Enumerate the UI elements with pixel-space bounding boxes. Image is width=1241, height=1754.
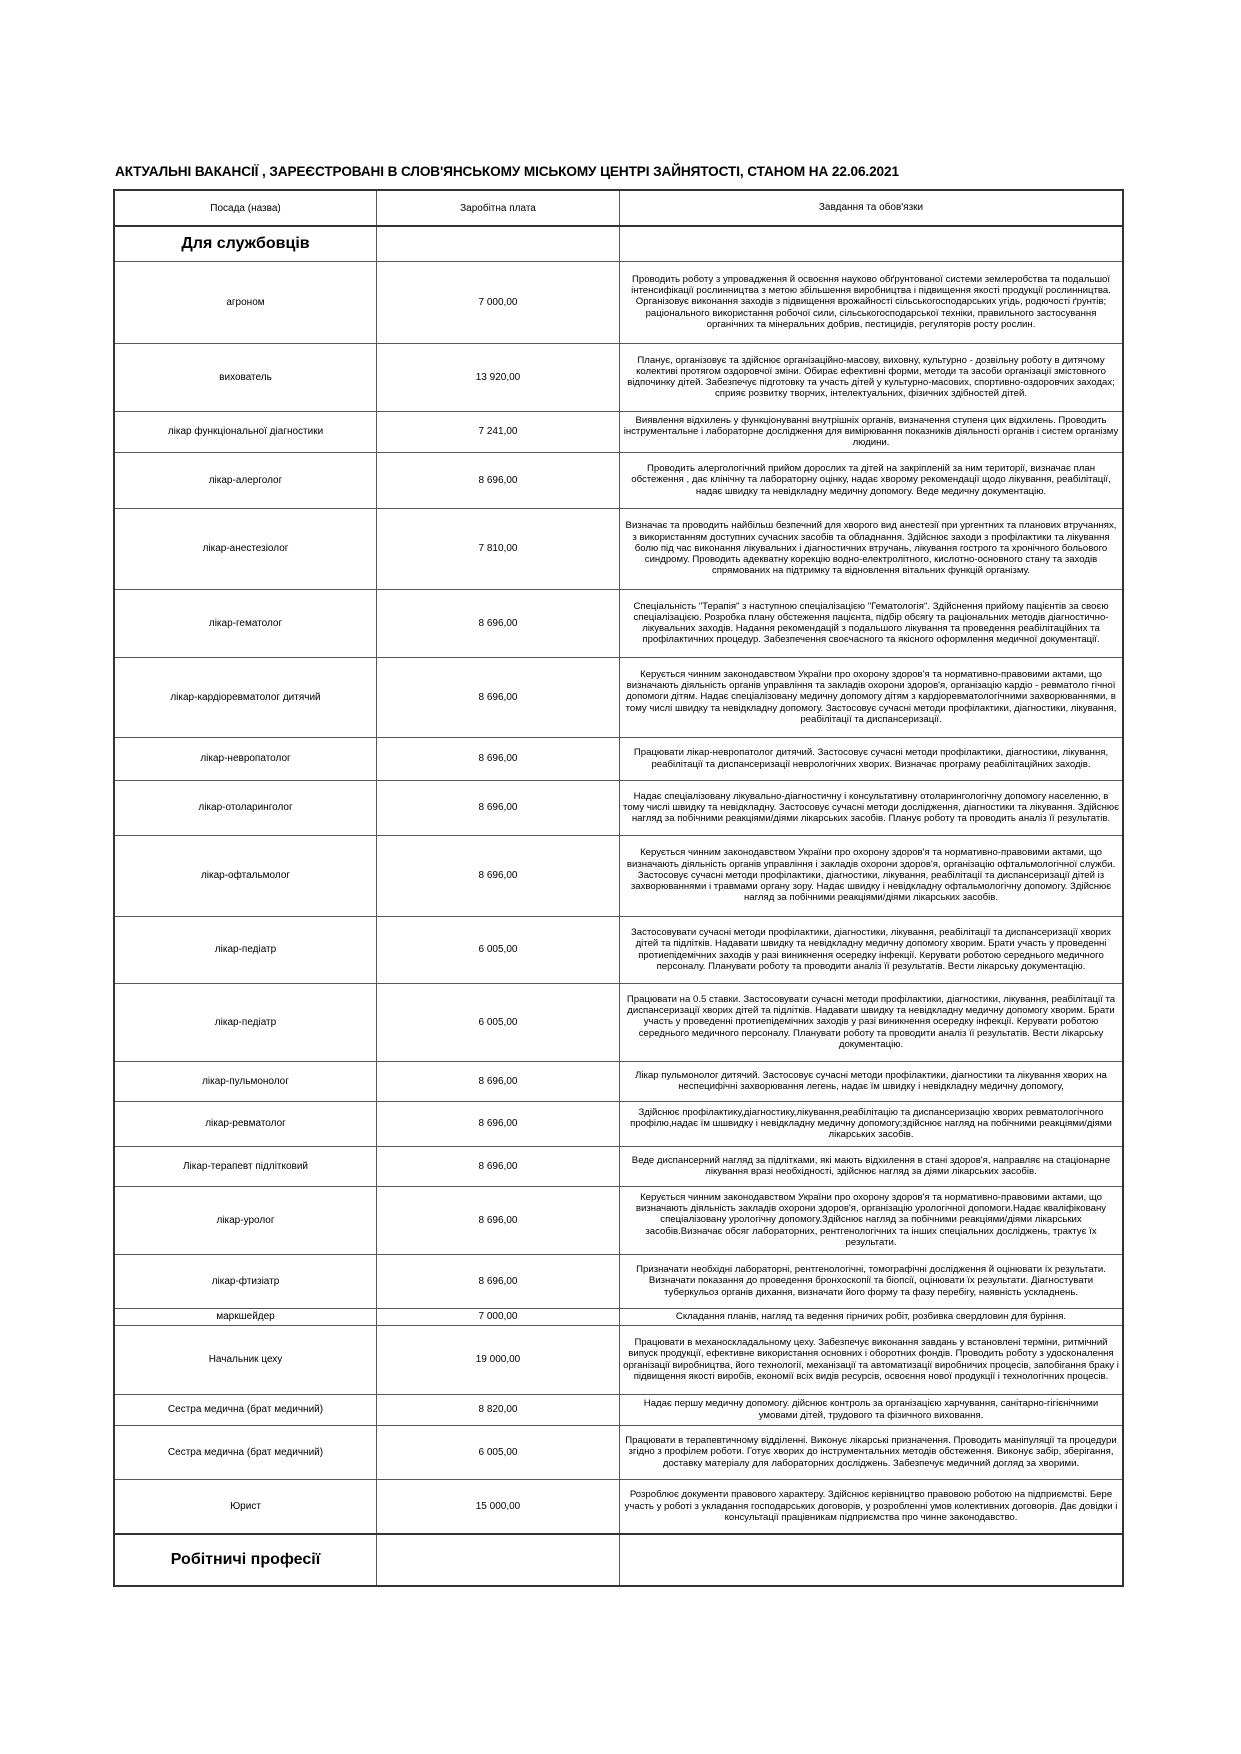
duties-cell: Лікар пульмонолог дитячий. Застосовує сучасні методи профілактики, діагностики та лікування хворих на неспецифічні захворювання легень, надає їм швидку і невідкладну медичну допомогу, [620,1061,1124,1101]
position-cell: Начальник цеху [114,1325,377,1394]
table-row [114,589,1123,657]
duties-cell: Розроблює документи правового характеру. Здійснює керівництво правовою роботою на підприємстві. Бере участь у роботі з укладання господарських договорів, у розробленні умов колективних договорів. Дає довідки і консультації працівникам підприємства про чинне законодавство. [620,1479,1124,1534]
section-title-workers: Робітничі професії [114,1534,377,1586]
column-header-position: Посада (назва) [114,190,377,226]
table-row [114,737,1123,780]
section-row-office [114,226,1123,261]
table-row [114,508,1123,589]
duties-cell: Надає першу медичну допомогу. дійснює контроль за організацією харчування, санітарно-гігієнічними умовами дітей, трудового та фізичного виховання. [620,1394,1124,1425]
salary-cell: 7 241,00 [377,411,620,452]
table-row [114,780,1123,835]
table-row [114,1479,1123,1534]
table-row [114,452,1123,508]
duties-cell: Застосовувати сучасні методи профілактики, діагностики, лікування, реабілітації та диспансеризації хворих дітей та підлітків. Надавати швидку та невідкладну медичну допомогу хворим. Брати участь у проведенні протиепідемічних заходів у разі виникнення осередку інфекції. Керувати роботою середнього медичного персоналу. Планувати роботу та проводити аналіз її результатів. Вести лікарську документацію. [620,916,1124,983]
duties-cell: Працювати на 0.5 ставки. Застосовувати сучасні методи профілактики, діагностики, лікування, реабілітації та диспансеризації хворих дітей та підлітків. Надавати швидку та невідкладну медичну допомогу хворим. Брати участь у проведенні протиепідемічних заходів у разі виникнення осередку інфекції. Керувати роботою середнього медичного персоналу. Планувати роботу та проводити аналіз її результатів. Вести лікарську документацію. [620,983,1124,1061]
table-row [114,261,1123,343]
position-cell: агроном [114,261,377,343]
salary-cell: 15 000,00 [377,1479,620,1534]
position-cell: Лікар-терапевт підлітковий [114,1146,377,1186]
salary-cell: 7 000,00 [377,261,620,343]
salary-cell: 6 005,00 [377,983,620,1061]
duties-cell: Здійснює профілактику,діагностику,лікування,реабілітацію та диспансеризацію хворих ревматологічного профілю,надає їм шшвидку і невідкладну медичну допомогу;здійснює нагляд на побічними реакціями/діями лікарських засобів. [620,1101,1124,1146]
table-row [114,411,1123,452]
table-row [114,1394,1123,1425]
position-cell: Юрист [114,1479,377,1534]
position-cell: лікар-гематолог [114,589,377,657]
position-cell: лікар-педіатр [114,916,377,983]
salary-cell: 8 696,00 [377,1061,620,1101]
table-row [114,1061,1123,1101]
salary-cell: 7 000,00 [377,1308,620,1325]
table-header-row [114,190,1123,226]
duties-cell: Проводить алергологічний прийом дорослих та дітей на закріпленій за ним території, визначає план обстеження , дає клінічну та лабораторну оцінку, надає хворому рекомендації щодо лікування, реабілітації, надає швидку та невідкладну медичну допомогу. Веде медичну документацію. [620,452,1124,508]
salary-cell: 8 696,00 [377,1101,620,1146]
salary-cell: 8 820,00 [377,1394,620,1425]
section-title-office: Для службовців [114,226,377,261]
position-cell: лікар функціональної діагностики [114,411,377,452]
position-cell: лікар-офтальмолог [114,835,377,916]
position-cell: лікар-ревматолог [114,1101,377,1146]
salary-cell: 8 696,00 [377,657,620,737]
salary-cell: 6 005,00 [377,1425,620,1479]
salary-cell: 13 920,00 [377,343,620,411]
duties-cell: Працювати в терапевтичному відділенні. Виконує лікарські призначення. Проводить маніпуляції та процедури згідно з профілем роботи. Готує хворих до інструментальних методів обстеження. Виконує забір, зберігання, доставку матеріалу для лабораторних досліджень. Забезпечує медичний догляд за хворими. [620,1425,1124,1479]
duties-cell: Керується чинним законодавством України про охорону здоров'я та нормативно-правовими актами, що визначають діяльність органів управління і закладів охорони здоров'я, організацію офтальмологічної служби. Застосовує сучасні методи профілактики, діагностики, лікування, реабілітації та диспансеризації дітей із захворюваннями і травмами органу зору. Надає швидку і невідкладну офтальмологічну допомогу. Здійснює нагляд за побічними реакціями/діями лікарських засобів. [620,835,1124,916]
table-row [114,343,1123,411]
page-title: АКТУАЛЬНІ ВАКАНСІЇ , ЗАРЕЄСТРОВАНІ В СЛОВ'ЯНСЬКОМУ МІСЬКОМУ ЦЕНТРІ ЗАЙНЯТОСТІ, СТАНОМ НА 22.06.2021 [115,164,899,179]
table-row [114,1325,1123,1394]
position-cell: лікар-отоларинголог [114,780,377,835]
duties-cell: Керується чинним законодавством України про охорону здоров'я та нормативно-правовими актами, що визначають діяльність органів управління та закладів охорони здоров'я, організацію кардіо - ревматоло гічної допомоги дітям. Надає спеціалізовану медичну допомогу дітям з кардіоревматологічними захворюваннями, в тому числі швидку та невідкладну допомогу. Застосовує сучасні методи профілактики, діагностики, лікування, реабілітації та диспансеризації. [620,657,1124,737]
column-header-duties: Завдання та обов'язки [620,190,1124,226]
salary-cell: 8 696,00 [377,835,620,916]
duties-cell: Веде диспансерний нагляд за підлітками, які мають відхилення в стані здоров'я, направляє на стаціонарне лікування вразі необхідності, здійснює нагляд за діями лікарських засобів. [620,1146,1124,1186]
duties-cell: Працювати в механоскладальному цеху. Забезпечує виконання завдань у встановлені терміни, ритмічний випуск продукції, ефективне використання основних і оборотних фондів. Проводить роботу з удосконалення організації виробництва, його технології, механізації та автоматизації виробничих процесів, запобігання браку і підвищення якості виробів, економії всіх видів ресурсів, освоєння нової продукції і технологічних процесів. [620,1325,1124,1394]
position-cell: Сестра медична (брат медичний) [114,1425,377,1479]
position-cell: лікар-педіатр [114,983,377,1061]
duties-cell: Планує, організовує та здійснює організаційно-масову, виховну, культурно - дозвільну роботу в дитячому колективі протягом оздоровчої зміни. Обирає ефективні форми, методи та засоби організації змістовного відпочинку дітей. Забезпечує підготовку та участь дітей у культурно-масових, спортивно-оздоровчих заходах; сприяє розвитку творчих, інтелектуальних, фізичних здібностей дітей. [620,343,1124,411]
empty-cell [377,226,620,261]
table-row [114,1186,1123,1254]
position-cell: лікар-алерголог [114,452,377,508]
section-row-workers [114,1534,1123,1586]
table-row [114,1254,1123,1308]
salary-cell: 8 696,00 [377,589,620,657]
salary-cell: 8 696,00 [377,737,620,780]
salary-cell: 8 696,00 [377,780,620,835]
salary-cell: 7 810,00 [377,508,620,589]
position-cell: лікар-кардіоревматолог дитячий [114,657,377,737]
position-cell: лікар-пульмонолог [114,1061,377,1101]
salary-cell: 8 696,00 [377,1186,620,1254]
empty-cell [620,226,1124,261]
table-row [114,1101,1123,1146]
salary-cell: 6 005,00 [377,916,620,983]
position-cell: Сестра медична (брат медичний) [114,1394,377,1425]
position-cell: лікар-анестезіолог [114,508,377,589]
position-cell: вихователь [114,343,377,411]
table-row [114,1146,1123,1186]
table-row [114,983,1123,1061]
table-row [114,1425,1123,1479]
duties-cell: Визначає та проводить найбільш безпечний для хворого вид анестезії при ургентних та планових втручаннях, з використанням доступних сучасних засобів та обладнання. Здійснює заходи з профілактики та лікування болю під час виконання лікувальних і діагностичних втручань, лікування гострого та хронічного больового синдрому. Проводить адекватну корекцію водно-електролітного, кислотно-основного стану та заходів спрямованих на підтримку та відновлення вітальних функцій організму. [620,508,1124,589]
column-header-salary: Заробітна плата [377,190,620,226]
duties-cell: Виявлення відхилень у функціонуванні внутрішніх органів, визначення ступеня цих відхилень. Проводить інструментальне і лабораторне дослідження для вимірювання показників діяльності органів і систем організму людини. [620,411,1124,452]
table-row [114,657,1123,737]
position-cell: маркшейдер [114,1308,377,1325]
empty-cell [377,1534,620,1586]
table-row [114,835,1123,916]
table-row [114,916,1123,983]
duties-cell: Надає спеціалізовану лікувально-діагностичну і консультативну отоларингологічну допомогу населенню, в тому числі швидку та невідкладну. Застосовує сучасні методи дослідження, діагностики та лікування. Здійснює нагляд за побічними реакціями/діями лікарських засобів. Планує роботу та проводить аналіз її результатів. [620,780,1124,835]
empty-cell [620,1534,1124,1586]
position-cell: лікар-уролог [114,1186,377,1254]
position-cell: лікар-фтизіатр [114,1254,377,1308]
position-cell: лікар-невропатолог [114,737,377,780]
salary-cell: 19 000,00 [377,1325,620,1394]
duties-cell: Проводить роботу з упровадження й освоєння науково обґрунтованої системи землеробства та подальшої інтенсифікації рослинництва з метою збільшення виробництва і підвищення якості продукції рослинництва. Організовує виконання заходів з підвищення врожайності сільськогосподарських угідь, родючості ґрунтів; раціонального використання робочої сили, сільськогосподарської техніки, правильного застосування органічних та мінеральних добрив, пестицидів, регуляторів росту рослин. [620,261,1124,343]
salary-cell: 8 696,00 [377,452,620,508]
table-row [114,1308,1123,1325]
duties-cell: Спеціальність "Терапія" з наступною спеціалізацією "Гематологія". Здійснення прийому пацієнтів за своєю спеціалізацією. Розробка плану обстеження пацієнта, підбір обсягу та раціональних методів діагностично-лікувальних заходів. Надання рекомендацій з подальшого лікування та проведення реабілітаційних та профілактичних процедур. Забезпечення своєчасного та якісного оформлення медичної документації. [620,589,1124,657]
duties-cell: Призначати необхідні лабораторні, рентгенологічні, томографічні дослідження й оцінювати їх результати. Визначати показання до проведення бронхоскопії та біопсії, оцінювати їх результати. Діагностувати туберкульоз органів дихання, визначати його форму та фазу перебігу, наявність ускладнень. [620,1254,1124,1308]
duties-cell: Працювати лікар-невропатолог дитячий. Застосовує сучасні методи профілактики, діагностики, лікування, реабілітації та диспансеризації неврологічних хворих. Визначає програму реабілітаційних заходів. [620,737,1124,780]
duties-cell: Керується чинним законодавством України про охорону здоров'я та нормативно-правовими актами, що визначають діяльність закладів охорони здоров'я, організацію урологічної допомоги.Надає кваліфіковану спеціалізовану урологічну допомогу.Здійснює нагляд за побічними реакціями/діями лікарських засобів.Визначає обсяг лабораторних, рентгенологічних та інших спеціальних досліджень, трактує їх результати. [620,1186,1124,1254]
vacancies-table [113,189,1124,1587]
salary-cell: 8 696,00 [377,1254,620,1308]
duties-cell: Складання планів, нагляд та ведення гірничих робіт, розбивка свердловин для буріння. [620,1308,1124,1325]
salary-cell: 8 696,00 [377,1146,620,1186]
